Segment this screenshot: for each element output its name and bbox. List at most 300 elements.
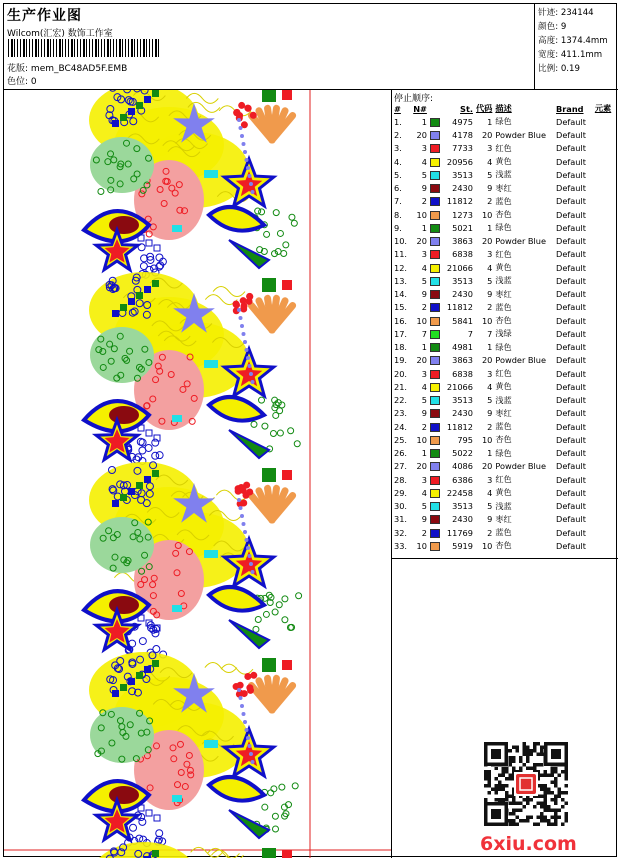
col-header-element: 元素 xyxy=(594,103,612,114)
row-code: 5 xyxy=(487,395,493,406)
page-title: 生产作业图 xyxy=(7,8,82,24)
row-description: 杏色 xyxy=(495,434,512,445)
stat-stitches: 针迹: 234144 xyxy=(538,8,594,18)
table-row xyxy=(394,274,618,287)
row-code: 1 xyxy=(487,222,493,233)
row-description: 绿色 xyxy=(495,222,512,233)
row-description: 浅蓝 xyxy=(495,500,512,511)
row-brand: Default xyxy=(556,434,586,445)
color-swatch-icon xyxy=(430,158,440,167)
row-element xyxy=(595,526,618,539)
row-code: 20 xyxy=(481,355,493,366)
row-index: 16. xyxy=(394,315,408,326)
color-swatch xyxy=(430,195,444,208)
row-needle: 10 xyxy=(416,315,427,326)
row-needle: 1 xyxy=(421,222,427,233)
row-element xyxy=(595,182,618,195)
table-row xyxy=(394,341,618,354)
row-code: 5 xyxy=(487,169,493,180)
row-code: 2 xyxy=(487,527,493,538)
row-needle: 1 xyxy=(421,342,427,353)
row-code: 4 xyxy=(487,262,493,273)
color-swatch-icon xyxy=(430,303,440,312)
color-swatch xyxy=(430,367,444,380)
row-description: 蓝色 xyxy=(495,195,512,206)
row-code: 4 xyxy=(487,381,493,392)
row-stitches: 5021 xyxy=(452,222,473,233)
row-element xyxy=(595,129,618,142)
row-description: 黄色 xyxy=(495,262,512,273)
row-description: 红色 xyxy=(495,368,512,379)
vendor-name: Wilcom(汇宏) 数饰工作室 xyxy=(7,29,113,39)
color-swatch xyxy=(430,208,444,221)
color-position-value: 0 xyxy=(30,77,37,87)
color-swatch xyxy=(430,420,444,433)
row-element xyxy=(595,301,618,314)
row-stitches: 6838 xyxy=(452,249,473,260)
row-brand: Default xyxy=(556,328,586,339)
row-element xyxy=(595,433,618,446)
stat-height: 高度: 1374.4mm xyxy=(538,36,608,46)
row-index: 25. xyxy=(394,434,408,445)
row-brand: Default xyxy=(556,448,586,459)
color-swatch xyxy=(430,288,444,301)
color-swatch xyxy=(430,274,444,287)
color-swatch-icon xyxy=(430,396,440,405)
row-stitches: 5841 xyxy=(452,315,473,326)
row-needle: 1 xyxy=(421,448,427,459)
row-code: 10 xyxy=(481,540,493,551)
row-code: 2 xyxy=(487,196,493,207)
row-stitches: 4981 xyxy=(452,342,473,353)
row-code: 1 xyxy=(487,116,493,127)
row-stitches: 11812 xyxy=(446,302,473,313)
color-swatch-icon xyxy=(430,144,440,153)
row-element xyxy=(595,460,618,473)
col-header-index: # xyxy=(394,103,401,114)
row-description: 红色 xyxy=(495,248,512,259)
stop-sequence-table xyxy=(394,102,618,553)
row-stitches: 5022 xyxy=(452,448,473,459)
table-row xyxy=(394,354,618,367)
table-row xyxy=(394,168,618,181)
color-swatch-icon xyxy=(430,462,440,471)
row-code: 3 xyxy=(487,368,493,379)
table-row xyxy=(394,407,618,420)
row-needle: 3 xyxy=(421,474,427,485)
row-needle: 3 xyxy=(421,143,427,154)
row-element xyxy=(595,235,618,248)
row-brand: Default xyxy=(556,130,586,141)
row-stitches: 3513 xyxy=(452,501,473,512)
stop-sequence-panel xyxy=(392,90,618,858)
color-swatch xyxy=(430,486,444,499)
row-description: 杏色 xyxy=(495,315,512,326)
row-index: 6. xyxy=(394,183,402,194)
row-brand: Default xyxy=(556,315,586,326)
table-row xyxy=(394,115,618,128)
row-index: 33. xyxy=(394,540,408,551)
row-index: 13. xyxy=(394,275,408,286)
design-file-name: mem_BC48AD5F.EMB xyxy=(30,64,128,74)
row-index: 23. xyxy=(394,408,408,419)
row-needle: 3 xyxy=(421,368,427,379)
row-brand: Default xyxy=(556,408,586,419)
color-swatch-icon xyxy=(430,489,440,498)
table-row xyxy=(394,129,618,142)
color-swatch xyxy=(430,433,444,446)
row-brand: Default xyxy=(556,169,586,180)
row-code: 2 xyxy=(487,302,493,313)
row-brand: Default xyxy=(556,275,586,286)
row-element xyxy=(595,327,618,340)
row-needle: 4 xyxy=(421,487,427,498)
color-swatch-icon xyxy=(430,449,440,458)
row-element xyxy=(595,354,618,367)
color-swatch xyxy=(430,115,444,128)
color-swatch xyxy=(430,327,444,340)
row-description: Powder Blue xyxy=(495,236,547,247)
row-brand: Default xyxy=(556,501,586,512)
row-stitches: 7 xyxy=(467,328,473,339)
stat-scale: 比例: 0.19 xyxy=(538,64,580,74)
row-stitches: 6838 xyxy=(452,368,473,379)
color-swatch xyxy=(430,341,444,354)
table-row xyxy=(394,327,618,340)
row-code: 20 xyxy=(481,130,493,141)
row-index: 19. xyxy=(394,355,408,366)
row-index: 3. xyxy=(394,143,402,154)
row-brand: Default xyxy=(556,461,586,472)
col-header-needle: N# xyxy=(413,103,427,114)
design-stats xyxy=(535,4,618,90)
row-description: 杏色 xyxy=(495,540,512,551)
row-description: Powder Blue xyxy=(495,461,547,472)
row-brand: Default xyxy=(556,289,586,300)
row-brand: Default xyxy=(556,395,586,406)
row-code: 10 xyxy=(481,209,493,220)
row-code: 10 xyxy=(481,315,493,326)
row-stitches: 11769 xyxy=(446,527,473,538)
color-swatch xyxy=(430,460,444,473)
row-index: 5. xyxy=(394,169,402,180)
color-swatch xyxy=(430,407,444,420)
row-description: Powder Blue xyxy=(495,130,547,141)
row-needle: 2 xyxy=(421,302,427,313)
row-needle: 2 xyxy=(421,196,427,207)
row-index: 31. xyxy=(394,514,408,525)
table-row xyxy=(394,526,618,539)
table-row xyxy=(394,288,618,301)
row-needle: 5 xyxy=(421,395,427,406)
table-row xyxy=(394,486,618,499)
row-needle: 9 xyxy=(421,289,427,300)
row-element xyxy=(595,142,618,155)
row-code: 20 xyxy=(481,461,493,472)
color-swatch-icon xyxy=(430,277,440,286)
production-sheet xyxy=(3,3,617,857)
barcode-icon xyxy=(8,39,160,57)
row-stitches: 22458 xyxy=(446,487,473,498)
color-swatch-icon xyxy=(430,118,440,127)
row-code: 9 xyxy=(487,183,493,194)
row-description: 红色 xyxy=(495,474,512,485)
table-row xyxy=(394,394,618,407)
row-index: 7. xyxy=(394,196,402,207)
row-index: 21. xyxy=(394,381,408,392)
row-element xyxy=(595,115,618,128)
row-element xyxy=(595,380,618,393)
row-stitches: 2430 xyxy=(452,408,473,419)
row-stitches: 3513 xyxy=(452,275,473,286)
row-description: 浅蓝 xyxy=(495,394,512,405)
row-needle: 7 xyxy=(421,328,427,339)
header-info xyxy=(4,4,535,90)
row-code: 10 xyxy=(481,434,493,445)
row-needle: 9 xyxy=(421,408,427,419)
row-needle: 1 xyxy=(421,116,427,127)
row-code: 3 xyxy=(487,249,493,260)
row-stitches: 3513 xyxy=(452,395,473,406)
row-index: 32. xyxy=(394,527,408,538)
row-brand: Default xyxy=(556,236,586,247)
row-index: 2. xyxy=(394,130,402,141)
row-description: 黄色 xyxy=(495,381,512,392)
color-position-label: 色位: xyxy=(7,77,29,87)
table-row xyxy=(394,301,618,314)
color-swatch-icon xyxy=(430,409,440,418)
row-stitches: 4086 xyxy=(452,461,473,472)
color-swatch xyxy=(430,526,444,539)
row-stitches: 2430 xyxy=(452,514,473,525)
row-element xyxy=(595,261,618,274)
color-swatch-icon xyxy=(430,436,440,445)
table-row xyxy=(394,182,618,195)
row-brand: Default xyxy=(556,209,586,220)
row-code: 2 xyxy=(487,421,493,432)
row-description: 蓝色 xyxy=(495,527,512,538)
stop-sequence-title: 停止顺序: xyxy=(394,94,434,104)
color-swatch-icon xyxy=(430,515,440,524)
table-row xyxy=(394,208,618,221)
row-description: 绿色 xyxy=(495,341,512,352)
row-brand: Default xyxy=(556,474,586,485)
row-description: 枣红 xyxy=(495,288,512,299)
color-swatch-icon xyxy=(430,224,440,233)
row-needle: 2 xyxy=(421,527,427,538)
qr-code-icon xyxy=(484,742,568,826)
table-row xyxy=(394,513,618,526)
row-element xyxy=(595,447,618,460)
row-code: 3 xyxy=(487,474,493,485)
row-element xyxy=(595,248,618,261)
color-swatch xyxy=(430,473,444,486)
color-swatch-icon xyxy=(430,131,440,140)
row-stitches: 5919 xyxy=(452,540,473,551)
table-row xyxy=(394,460,618,473)
row-element xyxy=(595,221,618,234)
table-row xyxy=(394,367,618,380)
row-element xyxy=(595,486,618,499)
row-index: 10. xyxy=(394,236,408,247)
row-description: 黄色 xyxy=(495,487,512,498)
color-swatch-icon xyxy=(430,184,440,193)
row-needle: 4 xyxy=(421,156,427,167)
row-stitches: 2430 xyxy=(452,183,473,194)
color-swatch xyxy=(430,261,444,274)
row-needle: 2 xyxy=(421,421,427,432)
row-element xyxy=(595,155,618,168)
row-brand: Default xyxy=(556,249,586,260)
row-brand: Default xyxy=(556,156,586,167)
color-swatch xyxy=(430,168,444,181)
color-swatch-icon xyxy=(430,356,440,365)
row-brand: Default xyxy=(556,196,586,207)
row-element xyxy=(595,195,618,208)
row-element xyxy=(595,208,618,221)
color-swatch xyxy=(430,221,444,234)
color-swatch-icon xyxy=(430,250,440,259)
row-needle: 4 xyxy=(421,262,427,273)
panel-divider xyxy=(392,558,618,559)
row-needle: 10 xyxy=(416,434,427,445)
row-code: 9 xyxy=(487,514,493,525)
table-row xyxy=(394,420,618,433)
row-brand: Default xyxy=(556,183,586,194)
row-description: 绿色 xyxy=(495,447,512,458)
color-swatch-icon xyxy=(430,502,440,511)
row-brand: Default xyxy=(556,381,586,392)
row-brand: Default xyxy=(556,355,586,366)
color-swatch-icon xyxy=(430,211,440,220)
color-swatch-icon xyxy=(430,330,440,339)
row-stitches: 3863 xyxy=(452,355,473,366)
row-code: 1 xyxy=(487,448,493,459)
stat-colors: 颜色: 9 xyxy=(538,22,567,32)
row-code: 4 xyxy=(487,487,493,498)
row-needle: 20 xyxy=(416,355,427,366)
table-row xyxy=(394,195,618,208)
row-needle: 5 xyxy=(421,275,427,286)
color-swatch-icon xyxy=(430,423,440,432)
color-swatch xyxy=(430,513,444,526)
row-needle: 9 xyxy=(421,183,427,194)
row-needle: 20 xyxy=(416,130,427,141)
color-swatch xyxy=(430,155,444,168)
embroidery-design-preview xyxy=(4,90,392,858)
row-brand: Default xyxy=(556,540,586,551)
row-description: 蓝色 xyxy=(495,421,512,432)
table-row xyxy=(394,314,618,327)
color-swatch xyxy=(430,354,444,367)
col-header-stitches: St. xyxy=(460,103,473,114)
color-swatch xyxy=(430,314,444,327)
row-description: 红色 xyxy=(495,142,512,153)
table-row xyxy=(394,539,618,552)
row-brand: Default xyxy=(556,116,586,127)
row-index: 11. xyxy=(394,249,408,260)
row-code: 1 xyxy=(487,342,493,353)
row-stitches: 795 xyxy=(457,434,473,445)
row-stitches: 2430 xyxy=(452,289,473,300)
row-index: 27. xyxy=(394,461,408,472)
col-header-brand: Brand xyxy=(556,103,584,114)
row-code: 20 xyxy=(481,236,493,247)
row-stitches: 7733 xyxy=(452,143,473,154)
embroidery-pattern-icon xyxy=(4,90,392,858)
row-brand: Default xyxy=(556,487,586,498)
color-swatch-icon xyxy=(430,290,440,299)
row-description: 黄色 xyxy=(495,156,512,167)
table-header-row xyxy=(394,102,618,115)
row-description: 枣红 xyxy=(495,407,512,418)
row-code: 5 xyxy=(487,275,493,286)
row-element xyxy=(595,420,618,433)
row-needle: 5 xyxy=(421,169,427,180)
color-swatch-icon xyxy=(430,237,440,246)
row-element xyxy=(595,341,618,354)
row-brand: Default xyxy=(556,368,586,379)
row-brand: Default xyxy=(556,527,586,538)
row-description: 枣红 xyxy=(495,182,512,193)
color-swatch-icon xyxy=(430,343,440,352)
row-index: 9. xyxy=(394,222,402,233)
color-swatch-icon xyxy=(430,171,440,180)
row-brand: Default xyxy=(556,302,586,313)
color-swatch xyxy=(430,447,444,460)
row-description: 蓝色 xyxy=(495,301,512,312)
row-description: 浅绿 xyxy=(495,328,512,339)
row-stitches: 4975 xyxy=(452,116,473,127)
col-header-description: 描述 xyxy=(495,103,512,114)
color-swatch xyxy=(430,539,444,552)
row-element xyxy=(595,473,618,486)
row-needle: 5 xyxy=(421,501,427,512)
row-index: 24. xyxy=(394,421,408,432)
row-element xyxy=(595,314,618,327)
color-swatch xyxy=(430,394,444,407)
row-index: 26. xyxy=(394,448,408,459)
color-swatch-icon xyxy=(430,264,440,273)
row-index: 4. xyxy=(394,156,402,167)
row-element xyxy=(595,513,618,526)
color-swatch-icon xyxy=(430,529,440,538)
row-brand: Default xyxy=(556,514,586,525)
row-brand: Default xyxy=(556,262,586,273)
row-index: 22. xyxy=(394,395,408,406)
table-row xyxy=(394,447,618,460)
row-needle: 10 xyxy=(416,209,427,220)
row-element xyxy=(595,539,618,552)
row-element xyxy=(595,367,618,380)
table-row xyxy=(394,221,618,234)
row-needle: 3 xyxy=(421,249,427,260)
row-stitches: 20956 xyxy=(446,156,473,167)
color-swatch-icon xyxy=(430,317,440,326)
color-swatch xyxy=(430,182,444,195)
row-index: 17. xyxy=(394,328,408,339)
row-element xyxy=(595,288,618,301)
design-file-row xyxy=(7,61,127,74)
row-brand: Default xyxy=(556,222,586,233)
row-stitches: 4178 xyxy=(452,130,473,141)
row-code: 5 xyxy=(487,501,493,512)
row-description: 枣红 xyxy=(495,513,512,524)
table-row xyxy=(394,155,618,168)
row-index: 14. xyxy=(394,289,408,300)
row-stitches: 21066 xyxy=(446,381,473,392)
row-brand: Default xyxy=(556,421,586,432)
